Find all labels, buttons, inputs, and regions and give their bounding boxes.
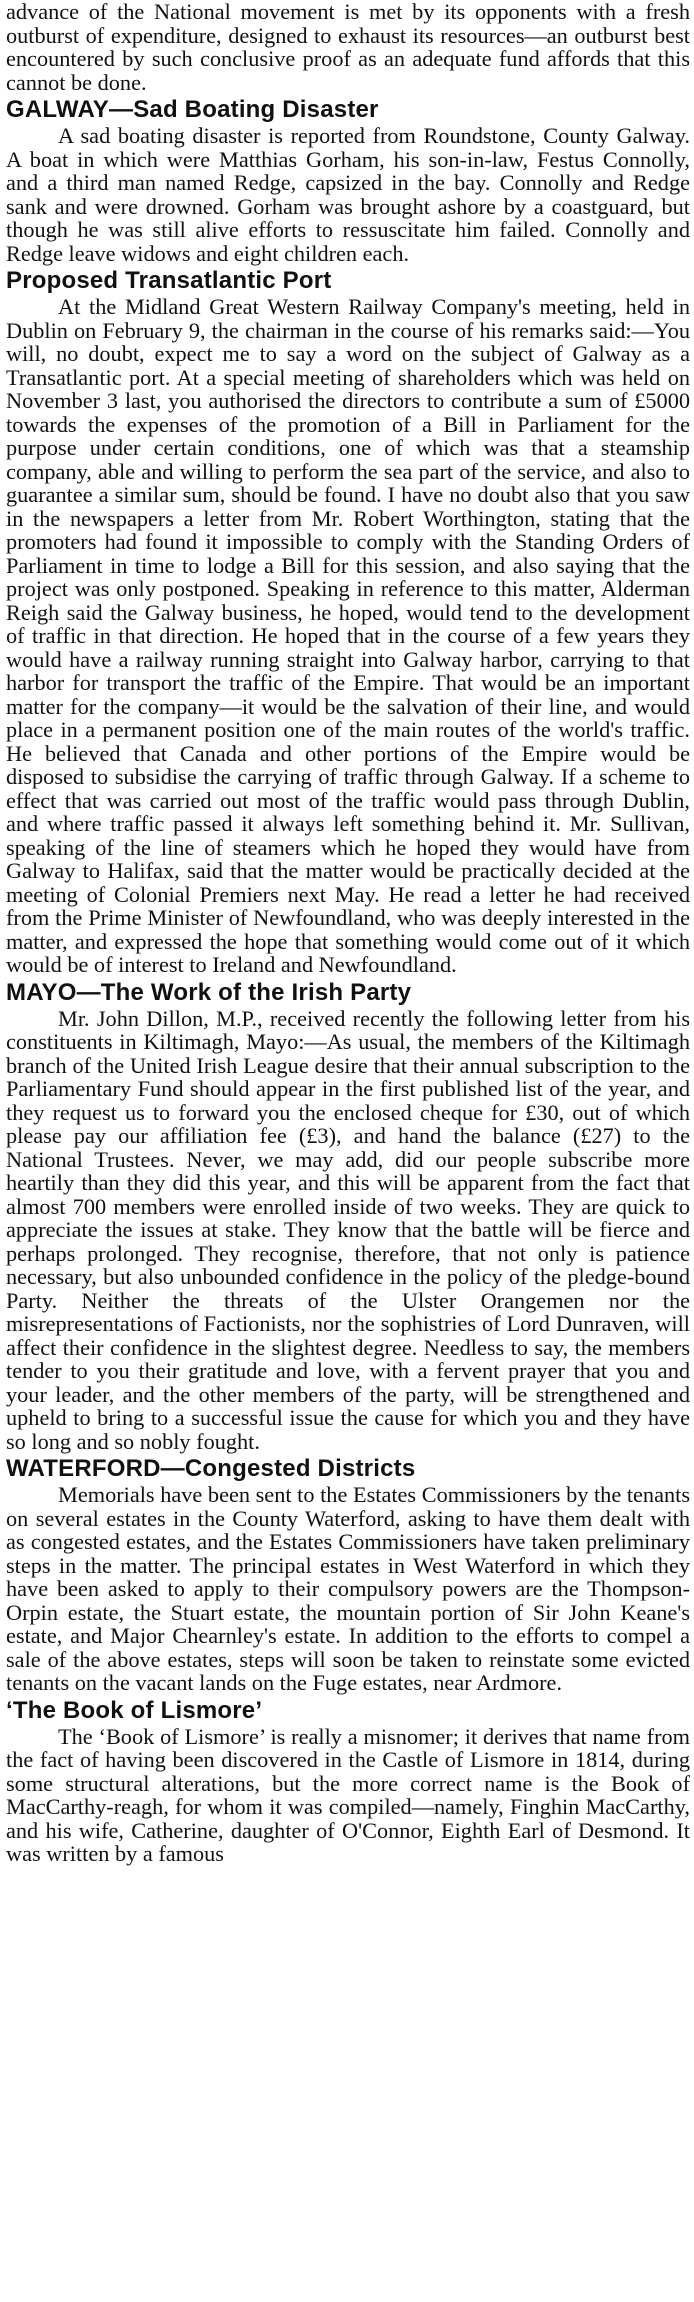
opening-paragraph: advance of the National movement is met by its opponents with a fresh outburst of expenditure, designed to exhaust its resources—an outburst best encountered by such conclusive proof as an adequate fund affords that this cannot be done. [6, 0, 690, 95]
section-body: A sad boating disaster is reported from Roundstone, County Galway. A boat in which were Matthias Gorham, his son-in-law, Festus Connolly, and a third man named Redge, capsized in the bay. Connolly and Redge sank and were drowned. Gorham was brought ashore by a coastguard, but though he was still alive efforts to ressuscitate him failed. Connolly and Redge leave widows and eight children each. [6, 123, 690, 266]
section-heading: Proposed Transatlantic Port [6, 267, 332, 294]
section-body: Mr. John Dillon, M.P., received recently the following letter from his constituents in Kiltimagh, Mayo:—As usual, the members of the Kiltimagh branch of the United Irish League desire that their annual subscription to the Parliamentary Fund should appear in the first published list of the year, and they request us to forward you the enclosed cheque for £30, out of which please pay our affiliation fee (£3), and hand the balance (£27) to the National Trustees. Never, we may add, did our people subscribe more heartily than they did this year, and this will be apparent from the fact that almost 700 members were enrolled inside of two weeks. They are quick to appreciate the issues at stake. They know that the battle will be fierce and perhaps prolonged. They recognise, therefore, that not only is patience necessary, but also unbounded confidence in the policy of the pledge-bound Party. Neither the threats of the Ulster Orangemen nor the misrepresentations of Factionists, nor the sophistries of Lord Dunraven, will affect their confidence in the slightest degree. Needless to say, the members tender to you their gratitude and love, with a fervent prayer that you and your leader, and the other members of the party, will be strengthened and upheld to bring to a successful issue the cause for which you and they have so long and so nobly fought. [6, 1005, 690, 1454]
section-galway-boating-disaster [6, 97, 690, 265]
section-body: Memorials have been sent to the Estates Commissioners by the tenants on several estates in the County Waterford, asking to have them dealt with as congested estates, and the Estates Commissioners have taken preliminary steps in the matter. The principal estates in West Waterford in which they have been asked to apply to their compulsory powers are the Thompson-Orpin estate, the Stuart estate, the mountain portion of Sir John Keane's estate, and Major Chearnley's estate. In addition to the efforts to compel a sale of the above estates, steps will soon be taken to reinstate some evicted tenants on the vacant lands on the Fuge estates, near Ardmore. [6, 1482, 690, 1695]
section-body: The ‘Book of Lismore’ is really a misnomer; it derives that name from the fact of having been discovered in the Castle of Lismore in 1814, during some structural alterations, but the more correct name is the Book of MacCarthy-reagh, for whom it was compiled—namely, Finghin MacCarthy, and his wife, Catherine, daughter of O'Connor, Eighth Earl of Desmond. It was written by a famous [6, 1723, 690, 1866]
section-body: At the Midland Great Western Railway Company's meeting, held in Dublin on February 9, the chairman in the course of his remarks said:—You will, no doubt, expect me to say a word on the subject of Galway as a Transatlantic port. At a special meeting of shareholders which was held on November 3 last, you authorised the directors to contribute a sum of £5000 towards the expenses of the promotion of a Bill in Parliament for the purpose under certain conditions, one of which was that a steamship company, able and willing to perform the sea part of the service, and also to guarantee a similar sum, should be found. I have no doubt also that you saw in the newspapers a letter from Mr. Robert Worthington, stating that the promoters had found it impossible to comply with the Standing Orders of Parliament in time to lodge a Bill for this session, and also saying that the project was only postponed. Speaking in reference to this matter, Alderman Reigh said the Galway business, he hoped, would tend to the development of traffic in that direction. He hoped that in the course of a few years they would have a railway running straight into Galway harbor, carrying to that harbor for transport the traffic of the Empire. That would be an important matter for the company—it would be the salvation of their line, and would place in a permanent position one of the main routes of the world's traffic. He believed that Canada and other portions of the Empire would be disposed to subsidise the carrying of traffic through Galway. If a scheme to effect that was carried out most of the traffic would pass through Dublin, and where traffic passed it always left something behind it. Mr. Sullivan, speaking of the line of steamers which he hoped they would have from Galway to Halifax, said that the matter would be practically decided at the meeting of Colonial Premiers next May. He read a letter he had received from the Prime Minister of Newfoundland, who was deeply interested in the matter, and expressed the hope that something would come out of it which would be of interest to Ireland and Newfoundland. [6, 294, 690, 977]
section-heading: MAYO—The Work of the Irish Party [6, 978, 412, 1006]
section-transatlantic-port [6, 268, 690, 977]
section-heading: ‘The Book of Lismore’ [6, 1696, 263, 1724]
section-book-of-lismore [6, 1698, 690, 1866]
section-waterford-congested-districts [6, 1456, 690, 1695]
section-heading: GALWAY—Sad Boating Disaster [6, 96, 379, 123]
section-heading: WATERFORD—Congested Districts [6, 1455, 416, 1482]
section-mayo-irish-party [6, 980, 690, 1454]
